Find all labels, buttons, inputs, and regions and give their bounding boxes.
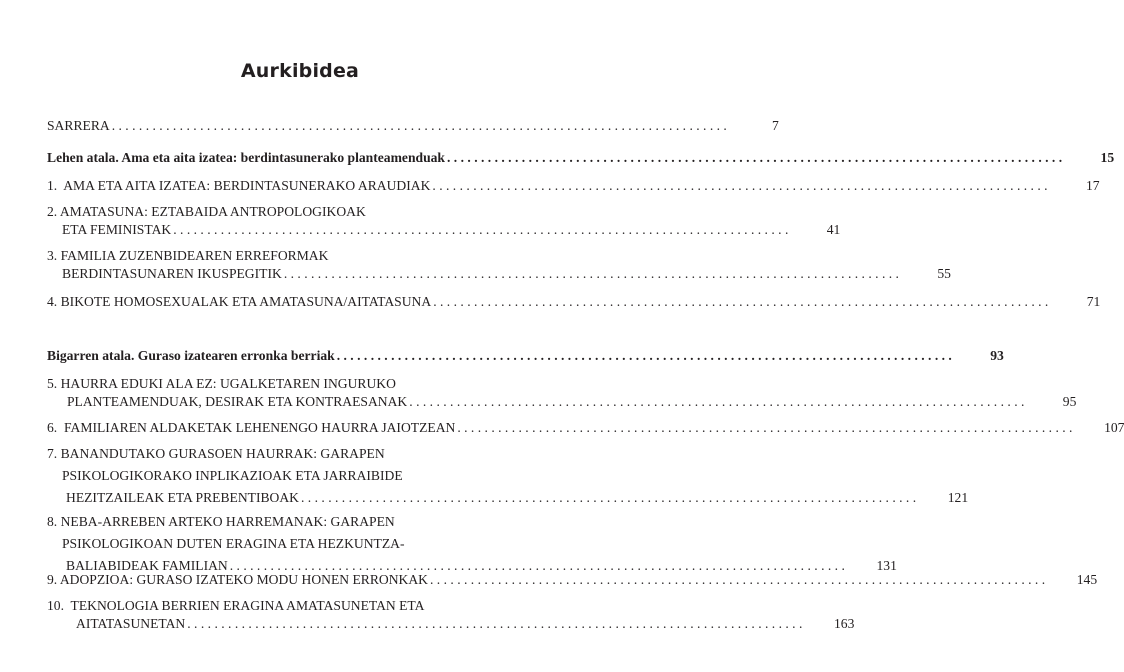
toc-page-number: 121: [947, 490, 969, 505]
toc-entry-title: SARRERA: [47, 118, 110, 133]
toc-page-number: 95: [1062, 394, 1077, 409]
toc-entry-line: [47, 222, 841, 238]
toc-entry-title: 1. AMA ETA AITA IZATEA: BERDINTASUNERAKO ARAUDIAK: [47, 178, 431, 193]
dot-leader: . . . . . . . . . . . . . . . . . . . . . . . . . . . . . . . . . . . . . . . . . . . . . . . . . . . . . . . . . . . . . . . . . . . . . . . . . . . . . . . . . . . . . . . . . . .: [283, 266, 899, 281]
toc-entry-line: [47, 348, 1004, 364]
toc-entry-line: 2. AMATASUNA: EZTABAIDA ANTROPOLOGIKOAK: [47, 204, 366, 219]
toc-entry-line: [47, 118, 779, 134]
toc-page-number: 15: [1100, 150, 1115, 165]
dot-leader: . . . . . . . . . . . . . . . . . . . . . . . . . . . . . . . . . . . . . . . . . . . . . . . . . . . . . . . . . . . . . . . . . . . . . . . . . . . . . . . . . . . . . . . . . . .: [301, 490, 917, 505]
dot-leader: . . . . . . . . . . . . . . . . . . . . . . . . . . . . . . . . . . . . . . . . . . . . . . . . . . . . . . . . . . . . . . . . . . . . . . . . . . . . . . . . . . . . . . . . . . .: [447, 150, 1063, 165]
toc-page-number: 7: [772, 118, 779, 133]
toc-page-number: 55: [937, 266, 951, 281]
dot-leader: . . . . . . . . . . . . . . . . . . . . . . . . . . . . . . . . . . . . . . . . . . . . . . . . . . . . . . . . . . . . . . . . . . . . . . . . . . . . . . . . . . . . . . . . . . .: [457, 420, 1073, 435]
dot-leader: . . . . . . . . . . . . . . . . . . . . . . . . . . . . . . . . . . . . . . . . . . . . . . . . . . . . . . . . . . . . . . . . . . . . . . . . . . . . . . . . . . . . . . . . . . .: [433, 294, 1049, 309]
toc-entry-line: 5. HAURRA EDUKI ALA EZ: UGALKETAREN INGURUKO: [47, 376, 396, 391]
toc-page-number: 163: [833, 616, 855, 631]
toc-entry-line: 3. FAMILIA ZUZENBIDEAREN ERREFORMAK: [47, 248, 329, 263]
toc-page-number: 41: [826, 222, 841, 237]
toc-entry-title: BERDINTASUNAREN IKUSPEGITIK: [62, 266, 282, 281]
page-title: Aurkibidea: [240, 60, 360, 82]
toc-entry-line: [47, 150, 1115, 166]
toc-entry-title: PLANTEAMENDUAK, DESIRAK ETA KONTRAESANAK: [67, 394, 408, 409]
toc-entry-title: AITATASUNETAN: [76, 616, 186, 631]
toc-page-number: 71: [1086, 294, 1101, 309]
toc-entry-line: 8. NEBA-ARREBEN ARTEKO HARREMANAK: GARAPEN: [47, 514, 395, 529]
dot-leader: . . . . . . . . . . . . . . . . . . . . . . . . . . . . . . . . . . . . . . . . . . . . . . . . . . . . . . . . . . . . . . . . . . . . . . . . . . . . . . . . . . . . . . . . . . .: [229, 558, 845, 573]
toc-entry-title: Lehen atala. Ama eta aita izatea: berdintasunerako planteamenduak: [47, 150, 445, 165]
toc-entry-line: [47, 266, 951, 282]
toc-entry-line: 10. TEKNOLOGIA BERRIEN ERAGINA AMATASUNETAN ETA: [47, 598, 425, 613]
toc-entry-line: [47, 616, 855, 632]
toc-entry-title: Bigarren atala. Guraso izatearen erronka berriak: [47, 348, 335, 363]
toc-entry-title: HEZITZAILEAK ETA PREBENTIBOAK: [66, 490, 299, 505]
dot-leader: . . . . . . . . . . . . . . . . . . . . . . . . . . . . . . . . . . . . . . . . . . . . . . . . . . . . . . . . . . . . . . . . . . . . . . . . . . . . . . . . . . . . . . . . . . .: [187, 616, 803, 631]
toc-entry-line: [47, 420, 1124, 436]
toc-page-number: 145: [1076, 572, 1098, 587]
dot-leader: . . . . . . . . . . . . . . . . . . . . . . . . . . . . . . . . . . . . . . . . . . . . . . . . . . . . . . . . . . . . . . . . . . . . . . . . . . . . . . . . . . . . . . . . . . .: [430, 572, 1046, 587]
toc-entry-line: [47, 490, 969, 506]
toc-entry-line: PSIKOLOGIKOAN DUTEN ERAGINA ETA HEZKUNTZA-: [62, 536, 405, 551]
toc-entry-line: PSIKOLOGIKORAKO INPLIKAZIOAK ETA JARRAIBIDE: [62, 468, 403, 483]
dot-leader: . . . . . . . . . . . . . . . . . . . . . . . . . . . . . . . . . . . . . . . . . . . . . . . . . . . . . . . . . . . . . . . . . . . . . . . . . . . . . . . . . . . . . . . . . . .: [111, 118, 727, 133]
toc-page-number: 17: [1085, 178, 1100, 193]
dot-leader: . . . . . . . . . . . . . . . . . . . . . . . . . . . . . . . . . . . . . . . . . . . . . . . . . . . . . . . . . . . . . . . . . . . . . . . . . . . . . . . . . . . . . . . . . . .: [432, 178, 1048, 193]
toc-entry-line: [47, 572, 1098, 588]
toc-entry-line: [47, 394, 1077, 410]
toc-entry-line: [47, 178, 1100, 194]
toc-entry-line: 7. BANANDUTAKO GURASOEN HAURRAK: GARAPEN: [47, 446, 385, 461]
toc-entry-title: ETA FEMINISTAK: [62, 222, 172, 237]
dot-leader: . . . . . . . . . . . . . . . . . . . . . . . . . . . . . . . . . . . . . . . . . . . . . . . . . . . . . . . . . . . . . . . . . . . . . . . . . . . . . . . . . . . . . . . . . . .: [336, 348, 952, 363]
dot-leader: . . . . . . . . . . . . . . . . . . . . . . . . . . . . . . . . . . . . . . . . . . . . . . . . . . . . . . . . . . . . . . . . . . . . . . . . . . . . . . . . . . . . . . . . . . .: [409, 394, 1025, 409]
toc-page-number: 107: [1104, 420, 1124, 435]
toc-entry-line: [47, 294, 1101, 310]
dot-leader: . . . . . . . . . . . . . . . . . . . . . . . . . . . . . . . . . . . . . . . . . . . . . . . . . . . . . . . . . . . . . . . . . . . . . . . . . . . . . . . . . . . . . . . . . . .: [173, 222, 789, 237]
toc-entry-title: 4. BIKOTE HOMOSEXUALAK ETA AMATASUNA/AITATASUNA: [47, 294, 432, 309]
toc-entry-title: BALIABIDEAK FAMILIAN: [66, 558, 228, 573]
toc-page-number: 131: [876, 558, 897, 573]
toc-entry-title: 9. ADOPZIOA: GURASO IZATEKO MODU HONEN ERRONKAK: [47, 572, 428, 587]
toc-entry-title: 6. FAMILIAREN ALDAKETAK LEHENENGO HAURRA JAIOTZEAN: [47, 420, 456, 435]
toc-page-number: 93: [990, 348, 1004, 363]
